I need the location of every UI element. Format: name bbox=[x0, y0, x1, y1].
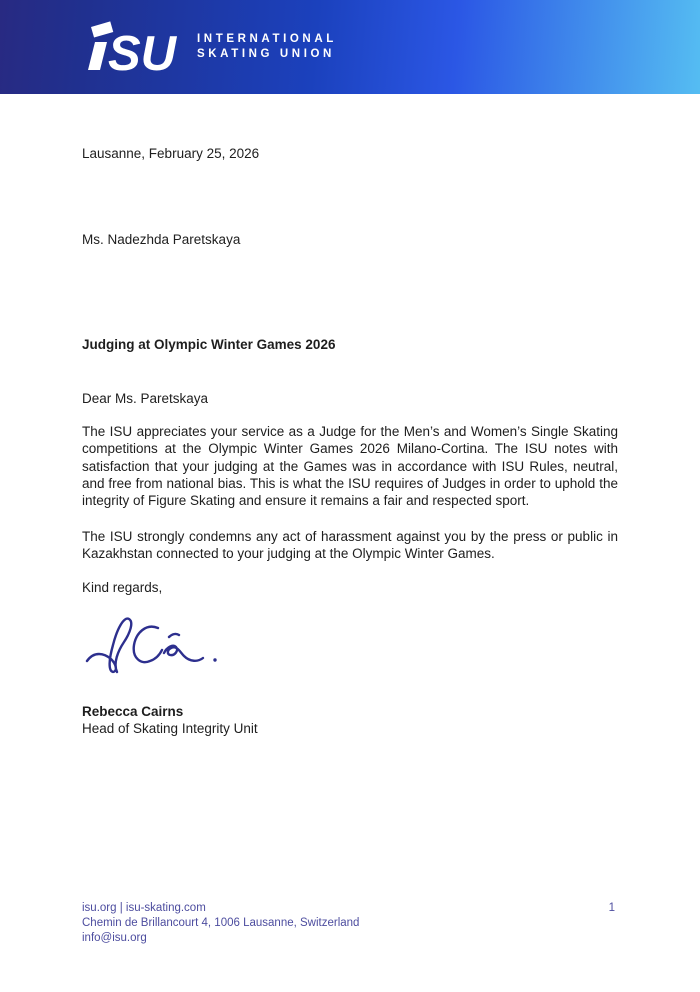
page-number: 1 bbox=[608, 902, 615, 914]
header-banner bbox=[0, 0, 700, 94]
footer-websites: isu.org | isu-skating.com bbox=[82, 902, 206, 914]
letter-body bbox=[0, 145, 700, 737]
footer-contact-block bbox=[82, 901, 359, 946]
footer-address: Chemin de Brillancourt 4, 1006 Lausanne, Switzerland bbox=[82, 917, 360, 929]
body-paragraph-1: The ISU appreciates your service as a Judge for the Men’s and Women’s Single Skating competitions at the Olympic Winter Games 2026 Milano-Cortina. The ISU notes with satisfaction that your judging at the Games was in accordance with ISU Rules, neutral, and free from national bias. This is what the ISU requires of Judges in order to uphold the integrity of Figure Skating and ensure it remains a fair and respected sport. bbox=[82, 424, 618, 509]
wordmark-line1: INTERNATIONAL bbox=[197, 33, 337, 45]
isu-logo-su-text: SU bbox=[108, 27, 177, 73]
salutation: Dear Ms. Paretskaya bbox=[82, 390, 209, 406]
recipient-name: Ms. Nadezhda Paretskaya bbox=[82, 232, 241, 248]
signature-image bbox=[82, 609, 618, 675]
isu-wordmark bbox=[197, 32, 337, 62]
isu-logo-icon bbox=[80, 21, 184, 73]
signer-title: Head of Skating Integrity Unit bbox=[82, 720, 258, 736]
page-footer bbox=[82, 901, 618, 946]
subject-line: Judging at Olympic Winter Games 2026 bbox=[82, 336, 336, 352]
signer-name: Rebecca Cairns bbox=[82, 703, 184, 719]
body-paragraph-2: The ISU strongly condemns any act of harassment against you by the press or public in Kazakhstan connected to your judging at the Olympic Winter Games. bbox=[82, 528, 618, 561]
date-line: Lausanne, February 25, 2026 bbox=[82, 146, 260, 161]
closing-line: Kind regards, bbox=[82, 580, 163, 596]
wordmark-line2: SKATING UNION bbox=[197, 48, 335, 60]
isu-logo bbox=[80, 21, 337, 73]
footer-email: info@isu.org bbox=[82, 932, 147, 944]
